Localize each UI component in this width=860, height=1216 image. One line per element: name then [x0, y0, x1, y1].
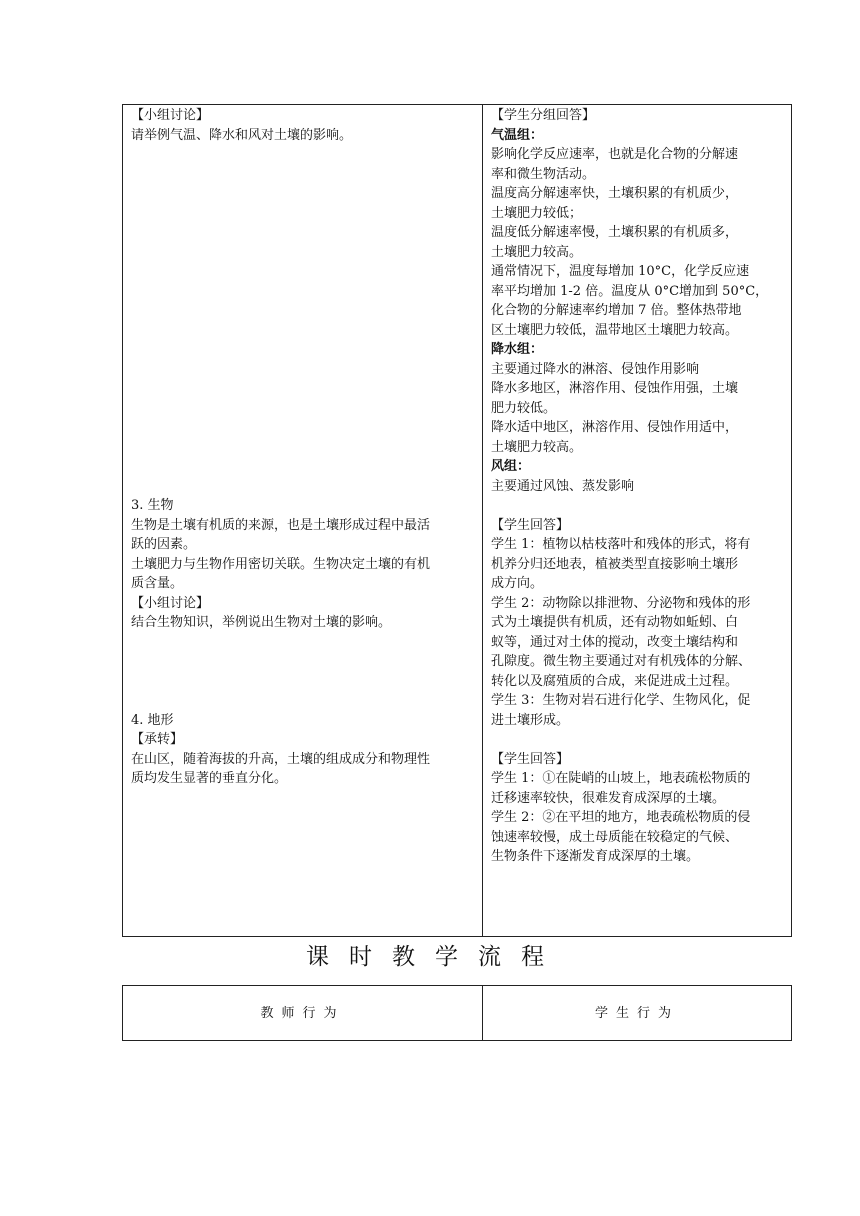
section-title: 课时教学流程 [306, 944, 564, 970]
text-line: 学生 1：①在陡峭的山坡上，地表疏松物质的 [491, 771, 751, 786]
text-line: 土壤肥力较低； [491, 205, 583, 221]
group-label: 气温组： [491, 127, 544, 143]
text-line: 请举例气温、降水和风对土壤的影响。 [131, 127, 353, 143]
text-line: 质均发生显著的垂直分化。 [131, 771, 288, 786]
text-line: 化合物的分解速率约增加 7 倍。整体热带地 [491, 303, 742, 318]
section-heading: 3. 生物 [131, 498, 174, 513]
text-line: 进土壤形成。 [491, 712, 570, 728]
text-line: 降水适中地区，淋溶作用、侵蚀作用适中， [491, 420, 739, 435]
text-line: 成方向。 [491, 576, 544, 591]
text-line: 学生 3：生物对岩石进行化学、生物风化，促 [491, 693, 751, 708]
text-line: 机养分归还地表，植被类型直接影响土壤形 [491, 556, 739, 572]
teacher-header: 教师行为 [260, 1006, 345, 1021]
text-line: 【学生回答】 [491, 751, 570, 767]
flow-table [122, 985, 792, 1041]
group-label: 风组： [491, 459, 531, 474]
text-line: 学生 2：②在平坦的地方，地表疏松物质的侵 [491, 810, 751, 825]
text-line: 孔隙度。微生物主要通过对有机残体的分解、 [491, 654, 752, 669]
text-line: 温度低分解速率慢，土壤积累的有机质多， [491, 225, 739, 240]
lesson-table [122, 104, 792, 937]
column-divider [482, 105, 483, 936]
text-line: 主要通过风蚀、蒸发影响 [491, 478, 635, 494]
text-line: 土壤肥力较高。 [491, 439, 583, 455]
text-line: 【学生回答】 [491, 517, 570, 533]
text-line: 降水多地区，淋溶作用、侵蚀作用强，土壤 [491, 381, 739, 396]
text-line: 生物是土壤有机质的来源，也是土壤形成过程中最活 [131, 517, 431, 533]
text-line: 影响化学反应速率，也就是化合物的分解速 [491, 147, 739, 162]
text-line: 学生 1：植物以枯枝落叶和残体的形式，将有 [491, 537, 751, 552]
text-line: 率和微生物活动。 [491, 166, 596, 182]
student-header: 学生行为 [594, 1006, 679, 1021]
text-line: 【小组讨论】 [131, 595, 210, 611]
text-line: 温度高分解速率快，土壤积累的有机质少， [491, 186, 739, 201]
text-line: 【承转】 [131, 732, 184, 747]
student-column [491, 106, 786, 867]
text-line: 转化以及腐殖质的合成，来促进成土过程。 [491, 673, 739, 689]
text-line: 土壤肥力较高。 [491, 244, 583, 260]
text-line: 【学生分组回答】 [491, 108, 596, 123]
text-line: 主要通过降水的淋溶、侵蚀作用影响 [491, 361, 700, 377]
text-line: 肥力较低。 [491, 400, 557, 416]
text-line: 通常情况下，温度每增加 10°C，化学反应速 [491, 264, 750, 279]
text-line: 结合生物知识，举例说出生物对土壤的影响。 [131, 615, 392, 630]
text-line: 迁移速率较快，很难发育成深厚的土壤。 [491, 790, 726, 806]
section-heading: 4. 地形 [131, 712, 174, 728]
text-line: 【小组讨论】 [131, 108, 210, 123]
text-line: 质含量。 [131, 576, 184, 591]
teacher-column [131, 106, 477, 789]
text-line: 蚁等，通过对土体的搅动，改变土壤结构和 [491, 634, 739, 650]
text-line: 式为土壤提供有机质，还有动物如蚯蚓、白 [491, 615, 739, 630]
text-line: 土壤肥力与生物作用密切关联。生物决定土壤的有机 [131, 556, 431, 572]
text-line: 在山区，随着海拔的升高，土壤的组成成分和物理性 [131, 751, 431, 767]
text-line: 区土壤肥力较低，温带地区土壤肥力较高。 [491, 322, 739, 338]
text-line: 学生 2：动物除以排泄物、分泌物和残体的形 [491, 595, 751, 611]
text-line: 蚀速率较慢，成土母质能在较稳定的气候、 [491, 829, 739, 845]
text-line: 跃的因素。 [131, 537, 197, 552]
text-line: 生物条件下逐渐发育成深厚的土壤。 [491, 849, 700, 864]
text-line: 率平均增加 1-2 倍。温度从 0°C增加到 50°C， [491, 283, 769, 299]
group-label: 降水组： [491, 342, 544, 357]
